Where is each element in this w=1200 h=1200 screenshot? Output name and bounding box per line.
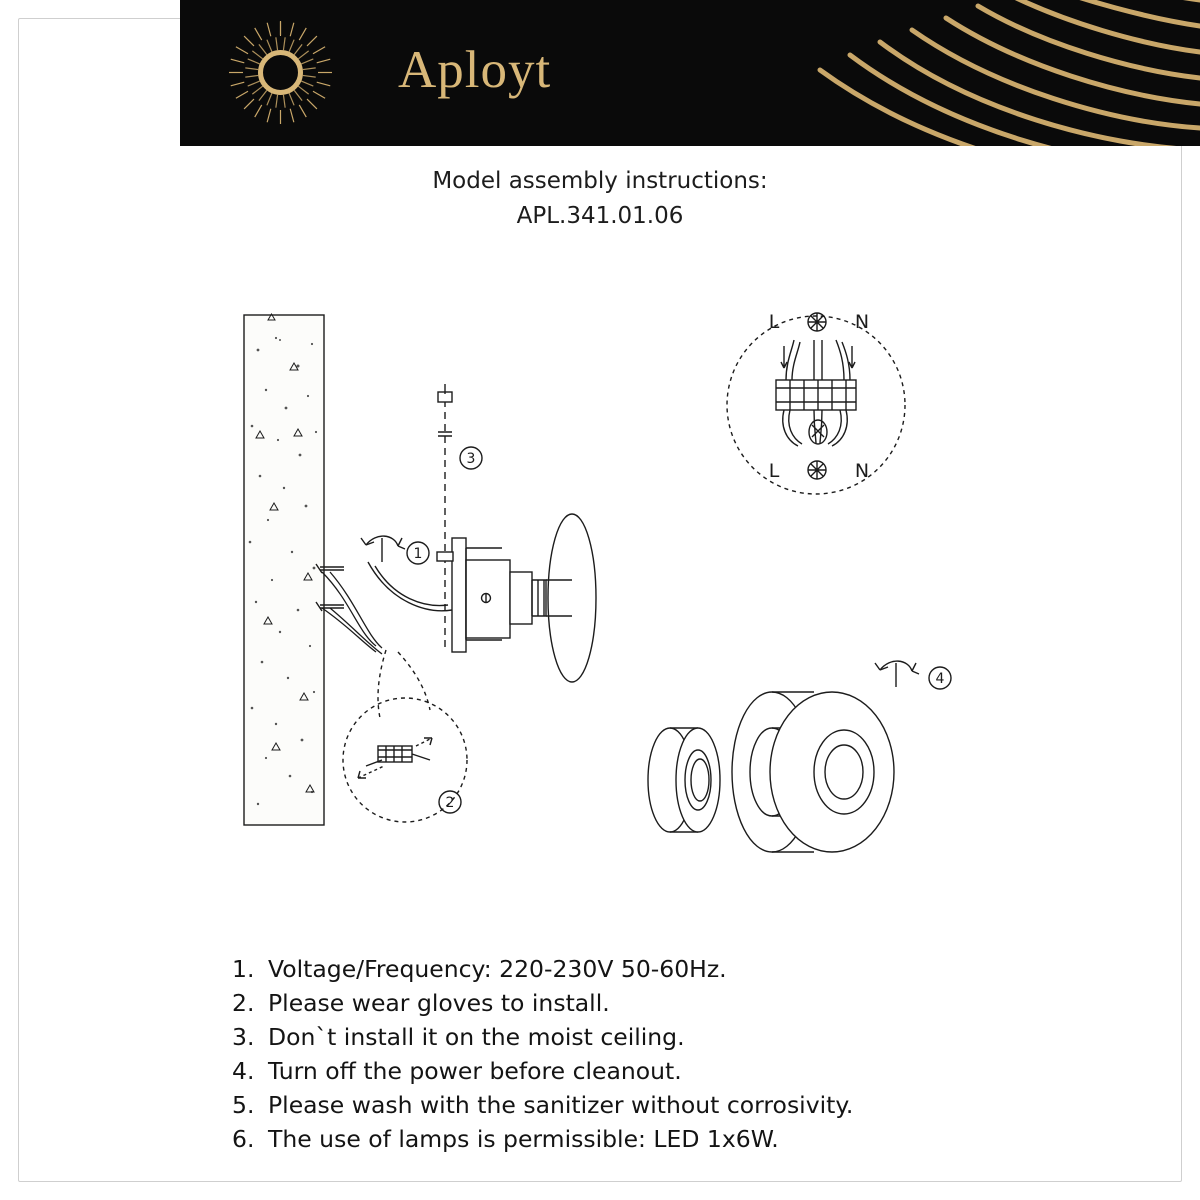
- fan-rays-decoration-icon: [780, 0, 1200, 146]
- terminal-block-zoom: [727, 313, 905, 494]
- brand-wordmark: Aployt: [398, 41, 552, 99]
- list-item: [232, 1054, 1062, 1088]
- list-item-text: Please wear gloves to install.: [268, 989, 610, 1017]
- list-item: [232, 952, 1062, 986]
- exploded-lamp-parts: [648, 692, 894, 852]
- step-1-rotate-arrow: [361, 536, 429, 564]
- list-item-number: 2.: [232, 989, 255, 1017]
- list-item-number: 3.: [232, 1023, 255, 1051]
- terminal-label-N-bottom: N: [854, 460, 870, 482]
- step-4-rotate-arrow: [875, 661, 951, 689]
- list-item-number: 1.: [232, 955, 255, 983]
- step-label-4: 4: [935, 671, 945, 687]
- list-item-number: 4.: [232, 1057, 255, 1085]
- concrete-wall-section: [244, 314, 324, 825]
- list-item: [232, 1122, 1062, 1156]
- terminal-label-L-top: L: [768, 311, 780, 333]
- safety-notes-list: [232, 952, 1062, 1156]
- sunburst-logo-icon: [228, 20, 333, 125]
- list-item: [232, 986, 1062, 1020]
- terminal-label-N-top: N: [854, 311, 870, 333]
- brand-banner: [180, 0, 1200, 146]
- list-item: [232, 1020, 1062, 1054]
- model-code: APL.341.01.06: [516, 203, 684, 229]
- terminal-label-L-bottom: L: [768, 460, 780, 482]
- wall-wires: [322, 572, 382, 654]
- list-item-number: 5.: [232, 1091, 255, 1119]
- connector-detail-zoom: [343, 650, 467, 822]
- list-item-text: Turn off the power before cleanout.: [268, 1057, 682, 1085]
- list-item-text: Please wash with the sanitizer without corrosivity.: [268, 1091, 854, 1119]
- page-title: Model assembly instructions:: [432, 168, 768, 194]
- ground-symbol-top: [808, 313, 826, 331]
- round-lamp-body: [532, 514, 596, 682]
- list-item-number: 6.: [232, 1125, 255, 1153]
- list-item-text: The use of lamps is permissible: LED 1x6W.: [268, 1125, 779, 1153]
- ground-symbol-bottom: [808, 461, 826, 479]
- list-item-text: Don`t install it on the moist ceiling.: [268, 1023, 685, 1051]
- step-label-1: 1: [413, 546, 423, 562]
- step-label-3: 3: [466, 451, 476, 467]
- assembly-diagram: [180, 280, 1060, 900]
- step-label-2: 2: [445, 795, 455, 811]
- list-item-text: Voltage/Frequency: 220-230V 50-60Hz.: [268, 955, 727, 983]
- list-item: [232, 1088, 1062, 1122]
